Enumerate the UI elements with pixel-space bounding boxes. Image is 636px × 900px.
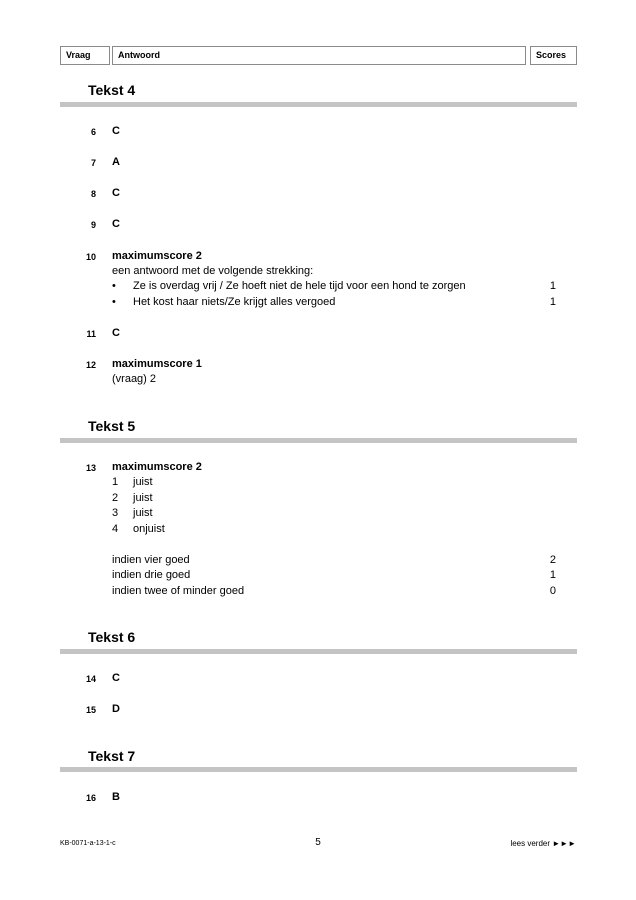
- scoring-label: indien drie goed: [112, 569, 191, 581]
- question-number: 6: [90, 127, 96, 137]
- scoring-label: indien twee of minder goed: [112, 585, 245, 597]
- bullet-icon: •: [112, 296, 116, 308]
- item-number: 3: [112, 507, 119, 519]
- score-value: 2: [549, 554, 556, 566]
- question-number: 12: [85, 360, 96, 370]
- question-answer: B: [112, 791, 120, 803]
- question-answer: C: [112, 218, 120, 230]
- question-number: 16: [85, 793, 96, 803]
- max-score-heading: maximumscore 2: [112, 250, 202, 262]
- item-text: onjuist: [133, 523, 165, 535]
- bullet-text: Ze is overdag vrij / Ze hoeft niet de hele tijd voor een hond te zorgen: [133, 280, 466, 292]
- question-number: 9: [90, 220, 96, 230]
- section-divider: [60, 102, 577, 107]
- footer-continue-link: lees verder ►►►: [510, 839, 576, 848]
- question-number: 14: [85, 674, 96, 684]
- section-title-tekst-6: Tekst 6: [88, 629, 136, 645]
- score-value: 1: [549, 280, 556, 292]
- answer-text: (vraag) 2: [112, 373, 157, 385]
- section-divider: [60, 767, 577, 772]
- question-number: 13: [85, 463, 96, 473]
- score-value: 0: [549, 585, 556, 597]
- question-number: 15: [85, 705, 96, 715]
- bullet-icon: •: [112, 280, 116, 292]
- max-score-heading: maximumscore 2: [112, 461, 202, 473]
- item-number: 2: [112, 492, 119, 504]
- question-answer: C: [112, 125, 120, 137]
- score-value: 1: [549, 296, 556, 308]
- max-score-heading: maximumscore 1: [112, 358, 202, 370]
- section-divider: [60, 438, 577, 443]
- question-answer: C: [112, 327, 120, 339]
- question-answer: C: [112, 672, 120, 684]
- answer-intro: een antwoord met de volgende strekking:: [112, 265, 314, 277]
- bullet-text: Het kost haar niets/Ze krijgt alles vergoed: [133, 296, 336, 308]
- section-title-tekst-7: Tekst 7: [88, 748, 136, 764]
- scoring-label: indien vier goed: [112, 554, 190, 566]
- question-number: 7: [90, 158, 96, 168]
- footer-document-code: KB-0071-a-13-1-c: [60, 840, 116, 847]
- header-scores: Scores: [530, 46, 577, 65]
- question-answer: C: [112, 187, 120, 199]
- item-text: juist: [133, 492, 153, 504]
- section-title-tekst-5: Tekst 5: [88, 418, 136, 434]
- question-number: 8: [90, 189, 96, 199]
- item-text: juist: [133, 476, 153, 488]
- item-text: juist: [133, 507, 153, 519]
- footer-page-number: 5: [315, 837, 321, 848]
- header-vraag: Vraag: [60, 46, 110, 65]
- section-divider: [60, 649, 577, 654]
- item-number: 1: [112, 476, 119, 488]
- question-answer: A: [112, 156, 120, 168]
- question-number: 10: [85, 252, 96, 262]
- score-value: 1: [549, 569, 556, 581]
- header-antwoord: Antwoord: [112, 46, 526, 65]
- question-answer: D: [112, 703, 120, 715]
- section-title-tekst-4: Tekst 4: [88, 82, 136, 98]
- item-number: 4: [112, 523, 119, 535]
- question-number: 11: [86, 329, 96, 339]
